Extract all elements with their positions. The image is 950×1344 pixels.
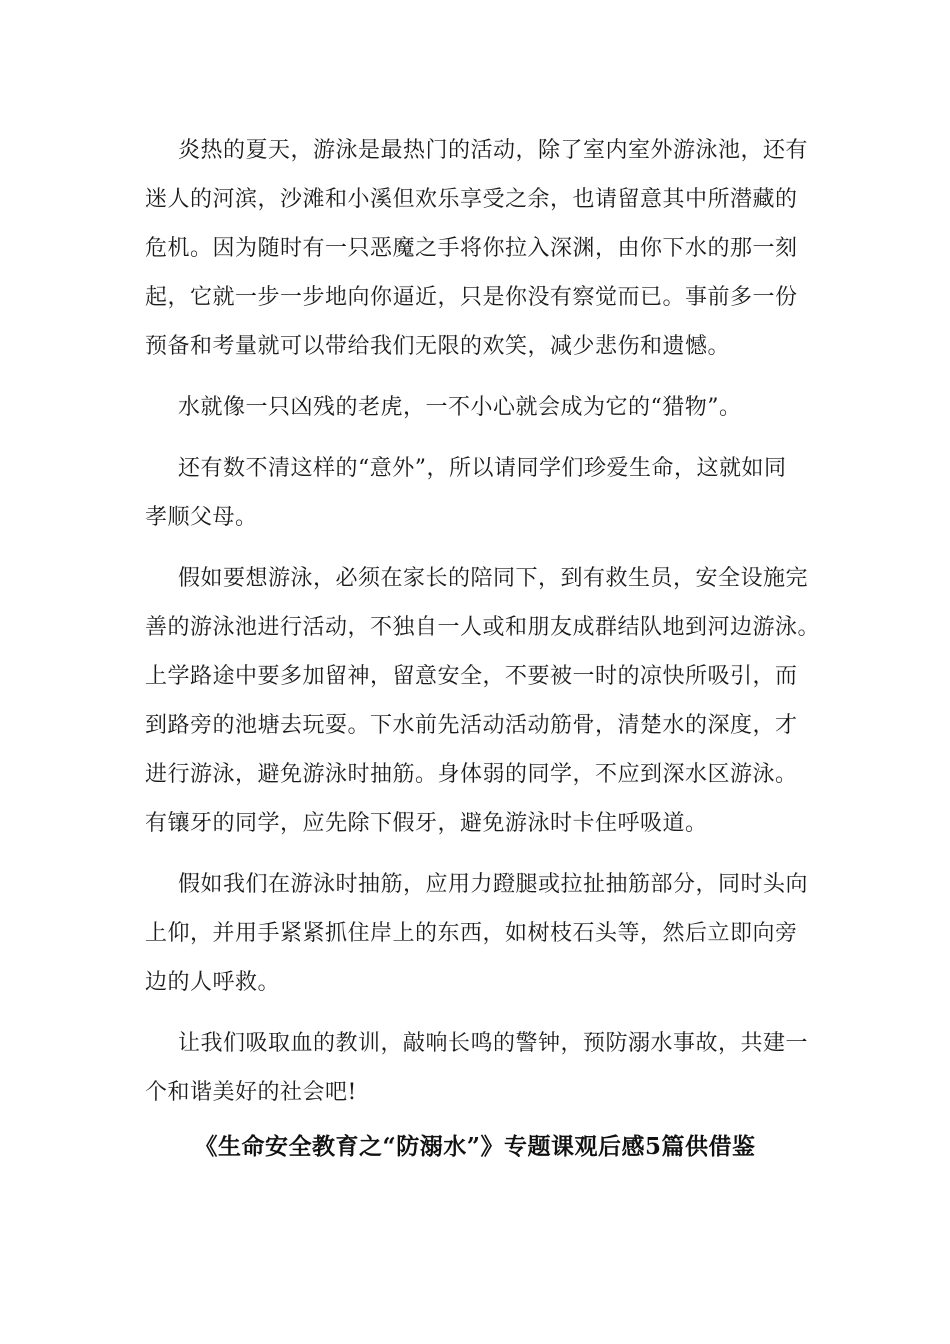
paragraph-line: 假如要想游泳，必须在家长的陪同下，到有救生员，安全设施完 <box>178 566 809 591</box>
paragraph-line: 预备和考量就可以带给我们无限的欢笑，减少悲伤和遗憾。 <box>145 334 731 359</box>
paragraph-line: 善的游泳池进行活动，不独自一人或和朋友成群结队地到河边游泳。 <box>145 615 821 640</box>
paragraph-line: 危机。因为随时有一只恶魔之手将你拉入深渊，由你下水的那一刻 <box>145 236 798 261</box>
paragraph-line: 进行游泳，避免游泳时抽筋。身体弱的同学，不应到深水区游泳。 <box>145 762 798 787</box>
paragraph-line: 个和谐美好的社会吧! <box>145 1080 357 1105</box>
section-title: 《生命安全教育之“防溺水”》专题课观后感5篇供借鉴 <box>194 1133 756 1160</box>
paragraph-line: 让我们吸取血的教训，敲响长鸣的警钟，预防溺水事故，共建一 <box>178 1031 809 1056</box>
paragraph-line: 上学路途中要多加留神，留意安全，不要被一时的凉快所吸引，而 <box>145 664 798 689</box>
paragraph-line: 迷人的河滨，沙滩和小溪但欢乐享受之余，也请留意其中所潜藏的 <box>145 187 798 212</box>
paragraph-line: 假如我们在游泳时抽筋，应用力蹬腿或拉扯抽筋部分，同时头向 <box>178 872 809 897</box>
paragraph-line: 水就像一只凶残的老虎，一不小心就会成为它的“猎物”。 <box>178 395 742 420</box>
paragraph-line: 边的人呼救。 <box>145 970 281 995</box>
paragraph-line: 炎热的夏天，游泳是最热门的活动，除了室内室外游泳池，还有 <box>178 138 809 163</box>
paragraph-line: 还有数不清这样的“意外”，所以请同学们珍爱生命，这就如同 <box>178 456 787 481</box>
paragraph-line: 到路旁的池塘去玩耍。下水前先活动活动筋骨，清楚水的深度，才 <box>145 713 798 738</box>
paragraph-line: 孝顺父母。 <box>145 505 258 530</box>
paragraph-line: 有镶牙的同学，应先除下假牙，避免游泳时卡住呼吸道。 <box>145 811 708 836</box>
paragraph-line: 起，它就一步一步地向你逼近，只是你没有察觉而已。事前多一份 <box>145 285 798 310</box>
paragraph-line: 上仰，并用手紧紧抓住岸上的东西，如树枝石头等，然后立即向旁 <box>145 921 798 946</box>
